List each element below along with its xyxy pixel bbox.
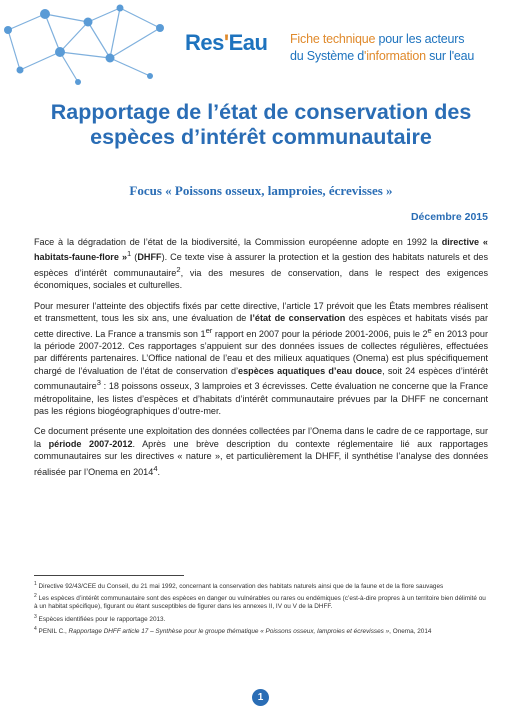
- footnote-ref: 4: [153, 463, 158, 473]
- sheet-type-text: du Système d: [290, 49, 365, 63]
- text-run: (: [131, 252, 138, 263]
- bold-run: l’état de conservation: [249, 313, 346, 324]
- text-run: Pour mesurer l’atteinte des objectifs fixés par cette directive, l’article 17 prévoit que les États membres réalisent et transmettent, tous les six ans, une évaluation de: [34, 300, 488, 324]
- text-run: rapport en 2007 pour la période 2001-2006, puis le 2: [212, 328, 428, 339]
- logo-text-eau: Eau: [228, 30, 268, 55]
- text-run: Face à la dégradation de l’état de la biodiversité, la Commission européenne adopte en 1992 la: [34, 237, 442, 247]
- sheet-type-highlight: Fiche technique: [290, 32, 376, 46]
- bold-run: espèces aquatiques d’eau douce: [238, 365, 383, 376]
- reseau-logo: [185, 30, 267, 56]
- text-run: ). Ce texte vise à assurer la protection et la gestion des habitats naturels et des espèces d’intérêt communautaire: [34, 252, 488, 278]
- footnote-number: 4: [34, 625, 37, 632]
- sheet-type-line-2: [290, 48, 520, 65]
- footnote-4: [34, 625, 490, 636]
- footnote-3: [34, 613, 490, 624]
- body-text: [34, 236, 488, 486]
- footnote-text: Les espèces d’intérêt communautaire sont des espèces en danger ou vulnérables ou rares ou endémiques (c’est-à-dire propres à un territoire bien délimité ou à un habitat spécifique), figurant ou étant susceptibles de figurer dans les annexes II, IV ou V de la DHFF.: [34, 595, 486, 611]
- footnote-number: 1: [34, 581, 37, 587]
- logo-apostrophe: ': [223, 30, 229, 55]
- footnote-ref: 2: [176, 264, 181, 274]
- bold-run: DHFF: [137, 252, 162, 263]
- text-run: des espèces et habitats visés par cette directive. La France a transmis son 1: [34, 313, 488, 339]
- text-run: .: [157, 466, 161, 477]
- document-title: Rapportage de l’état de conservation des espèces d’intérêt communautaire: [50, 100, 472, 149]
- text-run: en 2013 pour la période 2007-2012. Ces rapportages s’appuient sur des données issues de collectes régulières, effectuées par différents partenaires. L’Office national de l’eau et des milieux aquatiques (Onema) est plus spécifiquement chargé de l’évaluation de l’état de conservation d’: [34, 328, 488, 376]
- logo-text-res: Res: [185, 30, 224, 55]
- footnote-text: Directive 92/43/CEE du Conseil, du 21 mai 1992, concernant la conservation des habitats naturels ainsi que de la faune et de la flore sauvages: [36, 583, 444, 591]
- footnote-text: Espèces identifiées pour le rapportage 2013.: [36, 615, 166, 623]
- paragraph-1: [34, 236, 488, 292]
- footnote-italic-title: Rapportage DHFF article 17 – Synthèse pour le groupe thématique « Poissons osseux, lamproies et écrevisses »: [68, 627, 390, 635]
- document-subtitle: Focus « Poissons osseux, lamproies, écrevisses »: [129, 183, 393, 198]
- text-run: , via des mesures de conservation, dans le respect des exigences économiques, sociales et culturelles.: [34, 267, 488, 291]
- footnote-text: PENIL C.,: [36, 627, 69, 635]
- footnote-text: , Onema, 2014: [389, 627, 432, 635]
- text-run: . Après une brève description du contexte réglementaire lié aux rapportages communautaires sur les directives « nature », et particulièrement la DHFF, il synthétise l’analyse des données réalisée par l’Onema en 2014: [34, 438, 488, 477]
- sheet-type-highlight: 'information: [364, 49, 426, 63]
- page-number-badge: 1: [252, 689, 269, 706]
- footnote-number: 2: [34, 593, 37, 600]
- text-run: , soit 24 espèces d’intérêt communautaire: [34, 365, 489, 392]
- footnote-ref: 3: [96, 378, 101, 388]
- footnote-number: 3: [34, 613, 37, 620]
- paragraph-2: [34, 300, 488, 418]
- sheet-type-line-1: [290, 31, 520, 48]
- document-date: Décembre 2015: [410, 211, 488, 223]
- sheet-type-text: pour les acteurs: [375, 32, 465, 46]
- network-graphic-icon: [0, 0, 180, 86]
- sheet-type-label: [290, 31, 520, 65]
- text-run: Ce document présente une exploitation des données collectées par l’Onema dans le cadre de ce rapportage, sur la: [34, 426, 488, 449]
- sheet-type-text: sur l'eau: [425, 49, 475, 63]
- bold-run: période 2007-2012: [48, 438, 133, 449]
- text-run: : 18 poissons osseux, 3 lamproies et 3 écrevisses. Cette évaluation ne concerne que la France métropolitaine, les listes d’espèces et d’habitats d’intérêt communautaire prévues par la DHFF ne concernant pas les régions biogéographiques d’outre-mer.: [34, 381, 488, 416]
- footnote-ref: 1: [127, 249, 132, 259]
- paragraph-3: [34, 425, 488, 478]
- footnote-divider: [34, 575, 184, 576]
- footnotes: [34, 580, 490, 637]
- footnote-2: [34, 592, 490, 611]
- ordinal-sup: er: [205, 325, 213, 335]
- ordinal-sup: e: [427, 325, 432, 335]
- footnote-1: [34, 580, 490, 591]
- bold-run: directive « habitats-faune-flore »: [34, 237, 488, 263]
